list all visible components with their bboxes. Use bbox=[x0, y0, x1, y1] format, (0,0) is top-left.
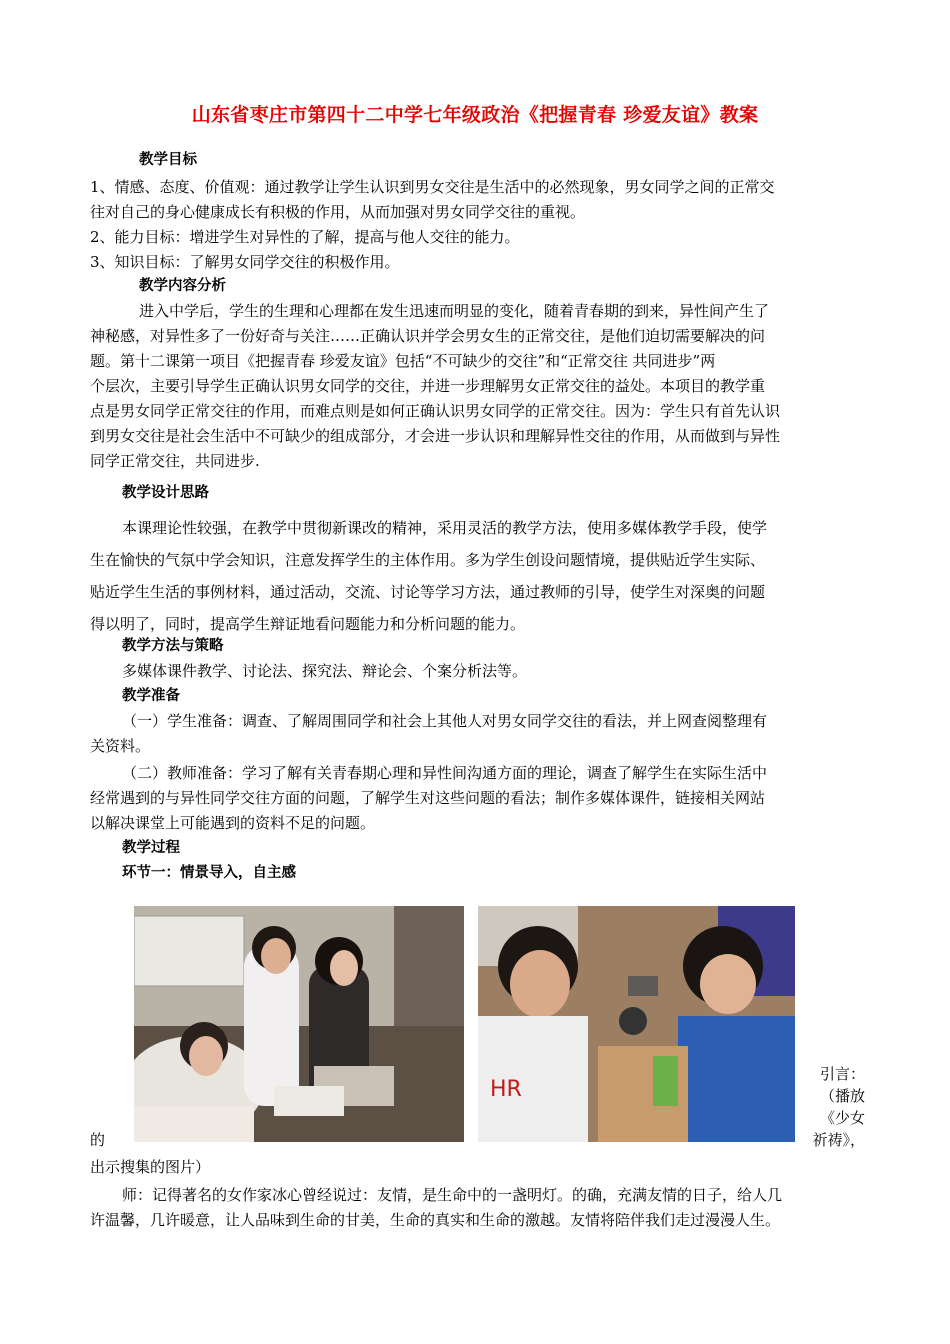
design-line: 得以明了，同时，提高学生辩证地看问题能力和分析问题的能力。 bbox=[90, 615, 526, 633]
analysis-heading: 教学内容分析 bbox=[139, 278, 226, 294]
classroom-photo-2 bbox=[478, 906, 795, 1142]
design-line: 贴近学生生活的事例材料，通过活动，交流、讨论等学习方法，通过教师的引导，使学生对深奥的问题 bbox=[90, 583, 766, 601]
analysis-paragraph bbox=[90, 299, 860, 474]
process-heading: 教学过程 bbox=[122, 840, 180, 856]
methods-text: 多媒体课件教学、讨论法、探究法、辩论会、个案分析法等。 bbox=[122, 662, 528, 680]
analysis-line: 点是男女同学正常交往的作用，而难点则是如何正确认识男女同学的正常交往。因为：学生只有首先认识 bbox=[90, 402, 781, 420]
intro-line-after: 出示搜集的图片） bbox=[90, 1158, 211, 1176]
prep-teacher-line-3: 以解决课堂上可能遇到的资料不足的问题。 bbox=[90, 814, 376, 832]
goal-item-1-line-1: 1、情感、态度、价值观：通过教学让学生认识到男女交往是生活中的必然现象，男女同学之间的正常交 bbox=[90, 178, 775, 196]
intro-side-text bbox=[808, 1063, 865, 1151]
teacher-quote-line-1: 师：记得著名的女作家冰心曾经说过：友情，是生命中的一盏明灯。的确，充满友情的日子，给人几 bbox=[122, 1186, 783, 1204]
prep-heading: 教学准备 bbox=[122, 688, 180, 704]
analysis-line: 到男女交往是社会生活中不可缺少的组成部分，才会进一步认识和理解异性交往的作用，从而做到与异性 bbox=[90, 427, 781, 445]
classroom-photo-1 bbox=[134, 906, 464, 1142]
process-step-1: 环节一：情景导入，自主感 bbox=[122, 865, 296, 881]
intro-side-line: 祈祷》， bbox=[812, 1131, 865, 1149]
prep-student-line-1: （一）学生准备：调查、了解周围同学和社会上其他人对男女同学交往的看法，并上网查阅整理有 bbox=[122, 712, 768, 730]
prep-teacher-line-1: （二）教师准备：学习了解有关青春期心理和异性间沟通方面的理论，调查了解学生在实际生活中 bbox=[122, 764, 768, 782]
analysis-line: 进入中学后，学生的生理和心理都在发生迅速而明显的变化，随着青春期的到来，异性间产生了 bbox=[139, 302, 770, 320]
goal-item-3: 3、知识目标：了解男女同学交往的积极作用。 bbox=[90, 253, 400, 271]
svg-text:HR: HR bbox=[490, 1077, 522, 1102]
analysis-line: 神秘感，对异性多了一份好奇与关注……正确认识并学会男女生的正常交往，是他们迫切需要解决的问 bbox=[90, 327, 766, 345]
methods-heading: 教学方法与策略 bbox=[122, 638, 224, 654]
goal-item-2: 2、能力目标：增进学生对异性的了解，提高与他人交往的能力。 bbox=[90, 228, 520, 246]
document-title: 山东省枣庄市第四十二中学七年级政治《把握青春 珍爱友谊》教案 bbox=[191, 104, 759, 126]
design-heading: 教学设计思路 bbox=[122, 485, 209, 501]
prep-student-line-2: 关资料。 bbox=[90, 737, 151, 755]
prep-teacher-line-2: 经常遇到的与异性同学交往方面的问题，了解学生对这些问题的看法；制作多媒体课件，链接相关网站 bbox=[90, 789, 766, 807]
goals-heading: 教学目标 bbox=[139, 152, 197, 168]
design-line: 本课理论性较强，在教学中贯彻新课改的精神，采用灵活的教学方法，使用多媒体教学手段，使学 bbox=[122, 519, 768, 537]
goal-item-1-line-2: 往对自己的身心健康成长有积极的作用，从而加强对男女同学交往的重视。 bbox=[90, 203, 586, 221]
intro-left-word: 的 bbox=[90, 1131, 106, 1149]
analysis-line: 个层次，主要引导学生正确认识男女同学的交往，并进一步理解男女正常交往的益处。本项目的教学重 bbox=[90, 377, 766, 395]
teacher-quote-line-2: 许温馨，几许暖意，让人品味到生命的甘美，生命的真实和生命的激越。友情将陪伴我们走过漫漫人生。 bbox=[90, 1211, 781, 1229]
design-paragraph bbox=[90, 512, 860, 640]
intro-side-line: （播放 bbox=[819, 1087, 865, 1105]
design-line: 生在愉快的气氛中学会知识，注意发挥学生的主体作用。多为学生创设问题情境，提供贴近学生实际、 bbox=[90, 551, 766, 569]
intro-side-line: 引言： bbox=[819, 1065, 865, 1083]
analysis-line: 题。第十二课第一项目《把握青春 珍爱友谊》包括“不可缺少的交往”和“正常交往 共同进步”两 bbox=[90, 352, 716, 370]
analysis-line: 同学正常交往，共同进步. bbox=[90, 452, 260, 470]
intro-side-line: 《少女 bbox=[819, 1109, 865, 1127]
